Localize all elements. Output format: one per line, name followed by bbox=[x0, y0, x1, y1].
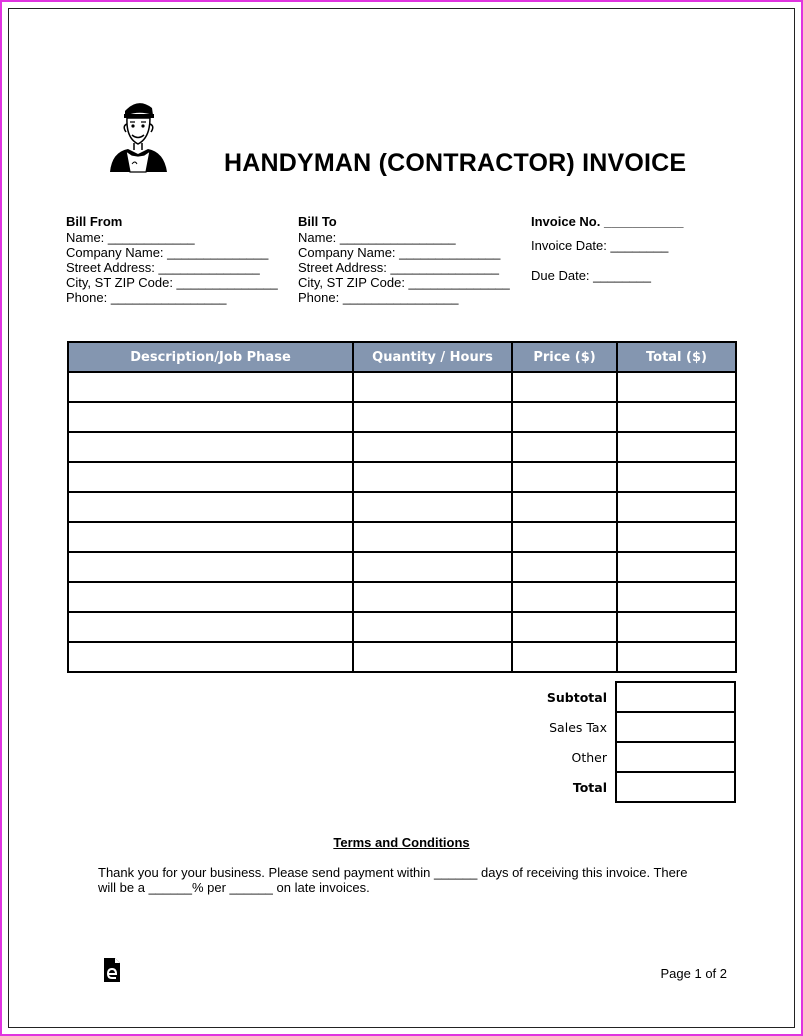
bill-to-section bbox=[298, 214, 510, 305]
description-cell[interactable] bbox=[68, 402, 353, 432]
bill-to-heading: Bill To bbox=[298, 214, 337, 229]
table-row bbox=[68, 612, 736, 642]
header-description: Description/Job Phase bbox=[68, 342, 353, 372]
page-number: Page 1 of 2 bbox=[660, 966, 727, 981]
price-cell[interactable] bbox=[512, 612, 617, 642]
total-cell[interactable] bbox=[617, 372, 736, 402]
other-field[interactable] bbox=[616, 742, 735, 772]
total-field[interactable] bbox=[616, 772, 735, 802]
price-cell[interactable] bbox=[512, 402, 617, 432]
quantity-cell[interactable] bbox=[353, 522, 512, 552]
price-cell[interactable] bbox=[512, 552, 617, 582]
subtotal-field[interactable] bbox=[616, 682, 735, 712]
sales-tax-label: Sales Tax bbox=[549, 719, 607, 735]
bill-from-section bbox=[66, 214, 278, 305]
description-cell[interactable] bbox=[68, 492, 353, 522]
total-cell[interactable] bbox=[617, 642, 736, 672]
description-cell[interactable] bbox=[68, 642, 353, 672]
line-items-table bbox=[67, 341, 737, 673]
quantity-cell[interactable] bbox=[353, 582, 512, 612]
quantity-cell[interactable] bbox=[353, 432, 512, 462]
total-cell[interactable] bbox=[617, 402, 736, 432]
handyman-logo bbox=[104, 98, 172, 174]
due-date: Due Date: ________ bbox=[531, 268, 651, 283]
terms-body: Thank you for your business. Please send payment within ______ days of receiving this invoice. There will be a ______% per ______ on late invoices. bbox=[98, 865, 688, 895]
total-cell[interactable] bbox=[617, 462, 736, 492]
price-cell[interactable] bbox=[512, 462, 617, 492]
table-row bbox=[68, 642, 736, 672]
price-cell[interactable] bbox=[512, 582, 617, 612]
description-cell[interactable] bbox=[68, 552, 353, 582]
quantity-cell[interactable] bbox=[353, 642, 512, 672]
totals-table bbox=[67, 681, 736, 803]
other-row bbox=[67, 742, 735, 772]
total-cell[interactable] bbox=[617, 582, 736, 612]
bill-to-city: City, ST ZIP Code: ______________ bbox=[298, 275, 510, 290]
invoice-info-section bbox=[531, 214, 684, 283]
table-row bbox=[68, 582, 736, 612]
subtotal-label: Subtotal bbox=[546, 689, 607, 705]
price-cell[interactable] bbox=[512, 492, 617, 522]
description-cell[interactable] bbox=[68, 612, 353, 642]
sales-tax-field[interactable] bbox=[616, 712, 735, 742]
bill-from-city: City, ST ZIP Code: ______________ bbox=[66, 275, 278, 290]
description-cell[interactable] bbox=[68, 522, 353, 552]
price-cell[interactable] bbox=[512, 522, 617, 552]
table-row bbox=[68, 462, 736, 492]
price-cell[interactable] bbox=[512, 642, 617, 672]
bill-to-phone: Phone: ________________ bbox=[298, 290, 459, 305]
total-row bbox=[67, 772, 735, 802]
table-row bbox=[68, 522, 736, 552]
quantity-cell[interactable] bbox=[353, 372, 512, 402]
eforms-logo-icon bbox=[102, 957, 122, 983]
header-price: Price ($) bbox=[512, 342, 617, 372]
bill-from-phone: Phone: ________________ bbox=[66, 290, 227, 305]
quantity-cell[interactable] bbox=[353, 552, 512, 582]
bill-to-company: Company Name: ______________ bbox=[298, 245, 501, 260]
invoice-title: HANDYMAN (CONTRACTOR) INVOICE bbox=[224, 149, 687, 177]
subtotal-row bbox=[67, 682, 735, 712]
table-row bbox=[68, 432, 736, 462]
description-cell[interactable] bbox=[68, 582, 353, 612]
total-cell[interactable] bbox=[617, 612, 736, 642]
invoice-number: Invoice No. ___________ bbox=[531, 214, 684, 229]
bill-from-street: Street Address: ______________ bbox=[66, 260, 260, 275]
quantity-cell[interactable] bbox=[353, 462, 512, 492]
total-cell[interactable] bbox=[617, 492, 736, 522]
total-cell[interactable] bbox=[617, 522, 736, 552]
price-cell[interactable] bbox=[512, 372, 617, 402]
quantity-cell[interactable] bbox=[353, 492, 512, 522]
quantity-cell[interactable] bbox=[353, 612, 512, 642]
bill-to-street: Street Address: _______________ bbox=[298, 260, 499, 275]
quantity-cell[interactable] bbox=[353, 402, 512, 432]
table-row bbox=[68, 372, 736, 402]
invoice-date: Invoice Date: ________ bbox=[531, 238, 669, 253]
table-header-row bbox=[68, 342, 736, 372]
description-cell[interactable] bbox=[68, 462, 353, 492]
sales-tax-row bbox=[67, 712, 735, 742]
bill-from-name: Name: ____________ bbox=[66, 230, 195, 245]
bill-to-name: Name: ________________ bbox=[298, 230, 456, 245]
table-row bbox=[68, 552, 736, 582]
bill-from-heading: Bill From bbox=[66, 214, 123, 229]
total-cell[interactable] bbox=[617, 552, 736, 582]
description-cell[interactable] bbox=[68, 432, 353, 462]
table-row bbox=[68, 492, 736, 522]
other-label: Other bbox=[571, 749, 607, 765]
price-cell[interactable] bbox=[512, 432, 617, 462]
header-quantity: Quantity / Hours bbox=[353, 342, 512, 372]
total-label: Total bbox=[572, 779, 607, 795]
terms-heading: Terms and Conditions bbox=[333, 835, 470, 850]
bill-from-company: Company Name: ______________ bbox=[66, 245, 269, 260]
total-cell[interactable] bbox=[617, 432, 736, 462]
table-row bbox=[68, 402, 736, 432]
description-cell[interactable] bbox=[68, 372, 353, 402]
header-total: Total ($) bbox=[617, 342, 736, 372]
